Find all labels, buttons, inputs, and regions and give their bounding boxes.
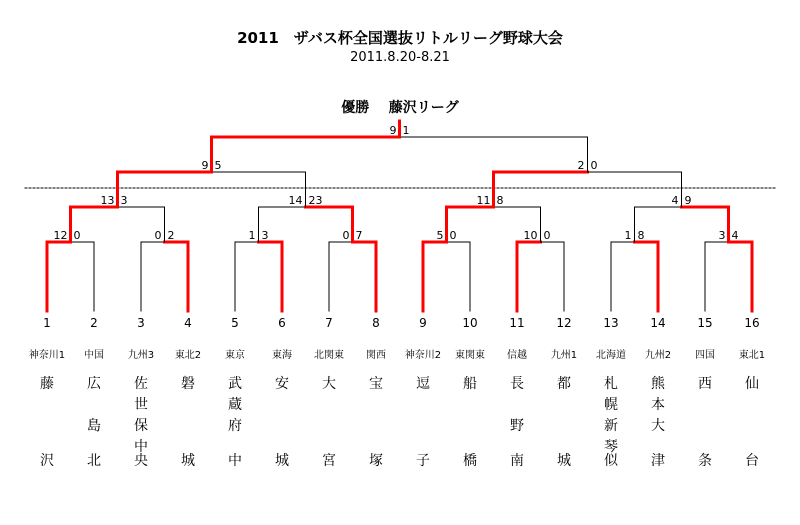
champion-name: 藤沢リーグ bbox=[388, 100, 459, 116]
team-seed: 15 bbox=[697, 316, 713, 330]
match-score: 0 bbox=[543, 229, 551, 242]
team-seed: 3 bbox=[137, 316, 145, 330]
team-name-char: 広 bbox=[87, 376, 101, 392]
team-seed: 10 bbox=[462, 316, 478, 330]
team-name-char: 磐 bbox=[181, 376, 195, 392]
team-seed: 6 bbox=[278, 316, 286, 330]
team-name-char: 大 bbox=[322, 376, 336, 392]
team-name-char: 宮 bbox=[322, 453, 336, 469]
team-region: 四国 bbox=[695, 350, 715, 361]
team-name-char: 条 bbox=[698, 453, 712, 469]
team-seed: 2 bbox=[90, 316, 98, 330]
match-score: 8 bbox=[496, 194, 504, 207]
team-name-char: 武 bbox=[228, 376, 242, 392]
tournament-dates: 2011.8.20-8.21 bbox=[350, 50, 450, 65]
team-name-char: 船 bbox=[463, 376, 477, 392]
team-region: 九州3 bbox=[127, 350, 155, 361]
match-score: 12 bbox=[53, 229, 68, 242]
match-score: 9 bbox=[201, 159, 209, 172]
team-name-char: 城 bbox=[181, 453, 195, 469]
match-score: 0 bbox=[154, 229, 162, 242]
team-seed: 1 bbox=[43, 316, 51, 330]
team-seed: 7 bbox=[325, 316, 333, 330]
team-name-char: 橋 bbox=[463, 453, 477, 469]
match-score: 4 bbox=[671, 194, 679, 207]
team-region: 北関東 bbox=[314, 350, 344, 361]
match-score: 3 bbox=[718, 229, 726, 242]
team-name-char: 台 bbox=[745, 453, 759, 469]
team-region: 東京 bbox=[225, 350, 245, 361]
team-region: 関西 bbox=[366, 350, 386, 361]
match-score: 0 bbox=[342, 229, 350, 242]
team-seed: 8 bbox=[372, 316, 380, 330]
team-region: 九州2 bbox=[644, 350, 672, 361]
team-name-char: 塚 bbox=[369, 453, 383, 469]
team-name-char: 宝 bbox=[369, 376, 383, 392]
match-score: 1 bbox=[624, 229, 632, 242]
team-seed: 11 bbox=[509, 316, 525, 330]
team-region: 東海 bbox=[272, 350, 292, 361]
team-region: 北海道 bbox=[596, 350, 626, 361]
team-name-char: 札 bbox=[604, 376, 618, 392]
match-score: 1 bbox=[402, 124, 410, 137]
team-name-char: 津 bbox=[651, 453, 665, 469]
champion-label: 優勝 bbox=[341, 100, 370, 116]
match-score: 2 bbox=[167, 229, 175, 242]
team-region: 中国 bbox=[84, 350, 104, 361]
team-seed: 16 bbox=[744, 316, 760, 330]
match-score: 9 bbox=[684, 194, 692, 207]
match-score: 2 bbox=[577, 159, 585, 172]
team-name-char: 佐 bbox=[134, 376, 148, 392]
match-score: 3 bbox=[120, 194, 128, 207]
team-name-char: 幌 bbox=[604, 397, 618, 413]
team-name-char: 府 bbox=[228, 418, 242, 434]
match-score: 7 bbox=[355, 229, 363, 242]
team-name-char: 蔵 bbox=[228, 397, 242, 413]
team-name-char: 大 bbox=[651, 418, 665, 434]
team-region: 東北2 bbox=[174, 350, 202, 361]
match-score: 0 bbox=[590, 159, 598, 172]
team-name-char: 島 bbox=[87, 418, 101, 434]
team-name-char: 沢 bbox=[40, 453, 54, 469]
match-score: 5 bbox=[436, 229, 444, 242]
team-name-char: 本 bbox=[651, 397, 665, 413]
team-seed: 13 bbox=[603, 316, 619, 330]
team-name-char: 子 bbox=[416, 453, 430, 469]
team-region: 信越 bbox=[507, 350, 527, 361]
match-score: 10 bbox=[523, 229, 538, 242]
match-score: 23 bbox=[308, 194, 323, 207]
team-name-char: 北 bbox=[87, 453, 101, 469]
team-name-char: 似 bbox=[604, 453, 618, 469]
team-name-char: 逗 bbox=[416, 376, 430, 392]
match-score: 0 bbox=[449, 229, 457, 242]
team-seed: 5 bbox=[231, 316, 239, 330]
match-score: 4 bbox=[731, 229, 739, 242]
team-name-char: 中 bbox=[228, 453, 242, 469]
team-name-char: 熊 bbox=[651, 376, 665, 392]
team-name-char: 長 bbox=[510, 376, 524, 392]
team-seed: 14 bbox=[650, 316, 666, 330]
team-name-char: 世 bbox=[134, 397, 148, 413]
team-seed: 12 bbox=[556, 316, 572, 330]
team-region: 東北1 bbox=[738, 350, 766, 361]
team-name-char: 城 bbox=[557, 453, 571, 469]
team-name-char: 南 bbox=[510, 453, 524, 469]
team-name-char: 都 bbox=[557, 376, 571, 392]
match-score: 11 bbox=[476, 194, 491, 207]
match-score: 13 bbox=[100, 194, 115, 207]
match-score: 1 bbox=[248, 229, 256, 242]
team-name-char: 野 bbox=[510, 418, 524, 434]
team-region: 九州1 bbox=[550, 350, 578, 361]
team-name-char: 保 bbox=[134, 418, 148, 434]
team-name-char: 西 bbox=[698, 376, 712, 392]
match-score: 3 bbox=[261, 229, 269, 242]
match-score: 9 bbox=[389, 124, 397, 137]
team-name-char: 仙 bbox=[745, 376, 759, 392]
team-region: 東関東 bbox=[455, 350, 485, 361]
team-name-char: 中 bbox=[134, 439, 148, 455]
match-score: 8 bbox=[637, 229, 645, 242]
team-name-char: 藤 bbox=[40, 376, 54, 392]
match-score: 5 bbox=[214, 159, 222, 172]
match-score: 0 bbox=[73, 229, 81, 242]
team-name-char: 央 bbox=[134, 453, 148, 469]
team-name-char: 琴 bbox=[604, 439, 618, 455]
team-seed: 9 bbox=[419, 316, 427, 330]
team-seed: 4 bbox=[184, 316, 192, 330]
team-name-char: 安 bbox=[275, 376, 289, 392]
tournament-title: 2011 ザバス杯全国選抜リトルリーグ野球大会 bbox=[237, 29, 563, 47]
team-name-char: 城 bbox=[275, 453, 289, 469]
team-region: 神奈川2 bbox=[404, 350, 442, 361]
team-region: 神奈川1 bbox=[28, 350, 66, 361]
team-name-char: 新 bbox=[604, 418, 618, 434]
match-score: 14 bbox=[288, 194, 303, 207]
